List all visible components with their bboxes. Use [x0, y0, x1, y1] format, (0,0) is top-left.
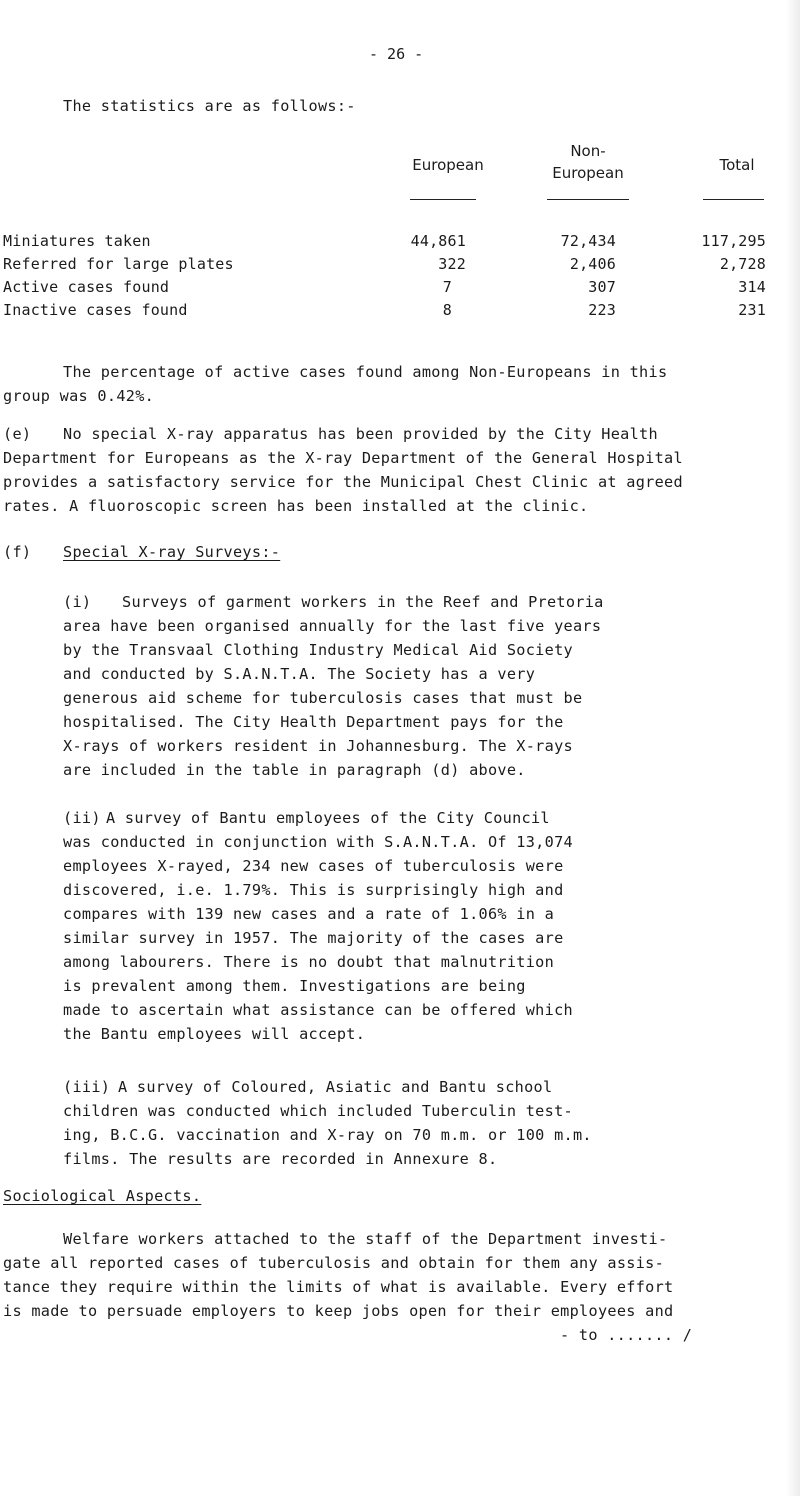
header-rule-total [703, 199, 764, 200]
item-i-marker: (i) [63, 593, 92, 611]
sociological-heading: Sociological Aspects. [3, 1187, 202, 1205]
text-line: are included in the table in paragraph (d) above. [63, 761, 526, 779]
cell-non-european: 307 [588, 278, 616, 296]
text-line: A survey of Coloured, Asiatic and Bantu school [118, 1078, 553, 1096]
text-line: tance they require within the limits of what is available. Every effort [3, 1278, 674, 1296]
cell-non-european: 72,434 [560, 232, 616, 250]
header-total: Total [719, 156, 755, 174]
text-line: provides a satisfactory service for the Municipal Chest Clinic at agreed [3, 473, 683, 491]
text-line: the Bantu employees will accept. [63, 1025, 366, 1043]
text-line: No special X-ray apparatus has been provided by the City Health [63, 425, 658, 443]
item-iii-text [0, 1075, 592, 1171]
section-e-marker: (e) [3, 425, 32, 443]
cell-european: 44,861 [410, 232, 466, 250]
percentage-note [0, 360, 667, 408]
table-intro: The statistics are as follows:- [63, 97, 356, 115]
row-label: Inactive cases found [3, 301, 188, 319]
text-line: ing, B.C.G. vaccination and X-ray on 70 m.m. or 100 m.m. [63, 1126, 592, 1144]
item-i-text [0, 590, 604, 782]
text-line: X-rays of workers resident in Johannesburg. The X-rays [63, 737, 573, 755]
text-line: employees X-rayed, 234 new cases of tuberculosis were [63, 857, 564, 875]
cell-total: 314 [738, 278, 766, 296]
section-f-heading: Special X-ray Surveys:- [63, 543, 281, 561]
text-line: group was 0.42%. [3, 387, 155, 405]
text-line: children was conducted which included Tuberculin test- [63, 1102, 573, 1120]
section-f-marker: (f) [3, 543, 32, 561]
cell-european: 322 [438, 255, 466, 273]
cell-total: 117,295 [701, 232, 766, 250]
header-non-european: Non- European [552, 142, 624, 182]
row-label: Miniatures taken [3, 232, 151, 250]
cell-total: 231 [738, 301, 766, 319]
text-line: gate all reported cases of tuberculosis and obtain for them any assis- [3, 1254, 665, 1272]
text-line: Department for Europeans as the X-ray Department of the General Hospital [3, 449, 683, 467]
text-line: area have been organised annually for the last five years [63, 617, 602, 635]
catchword: - to ....... / [560, 1326, 693, 1344]
header-rule-european [410, 199, 476, 200]
text-line: generous aid scheme for tuberculosis cases that must be [63, 689, 583, 707]
text-line: compares with 139 new cases and a rate of 1.06% in a [63, 905, 555, 923]
text-line: was conducted in conjunction with S.A.N.T.A. Of 13,074 [63, 833, 573, 851]
cell-european: 8 [442, 301, 452, 319]
text-line: is prevalent among them. Investigations are being [63, 977, 526, 995]
text-line: made to ascertain what assistance can be offered which [63, 1001, 573, 1019]
text-line: discovered, i.e. 1.79%. This is surprisingly high and [63, 881, 564, 899]
header-european: European [412, 156, 484, 174]
row-label: Active cases found [3, 278, 170, 296]
item-ii-marker: (ii) [63, 809, 101, 827]
item-ii-text [0, 806, 573, 1046]
row-label: Referred for large plates [3, 255, 234, 273]
item-iii-marker: (iii) [63, 1078, 111, 1096]
text-line: among labourers. There is no doubt that malnutrition [63, 953, 555, 971]
text-line: A survey of Bantu employees of the City Council [106, 809, 550, 827]
text-line: and conducted by S.A.N.T.A. The Society has a very [63, 665, 536, 683]
text-line: by the Transvaal Clothing Industry Medical Aid Society [63, 641, 573, 659]
section-e-text [0, 422, 683, 518]
sociological-text [0, 1227, 674, 1323]
cell-european: 7 [442, 278, 452, 296]
page-number: - 26 - [369, 45, 424, 63]
text-line: films. The results are recorded in Annexure 8. [63, 1150, 498, 1168]
text-line: Welfare workers attached to the staff of the Department investi- [63, 1230, 668, 1248]
cell-total: 2,728 [719, 255, 766, 273]
text-line: rates. A fluoroscopic screen has been installed at the clinic. [3, 497, 589, 515]
page-edge-shadow [786, 0, 800, 1496]
cell-non-european: 223 [588, 301, 616, 319]
text-line: is made to persuade employers to keep jobs open for their employees and [3, 1302, 674, 1320]
cell-non-european: 2,406 [569, 255, 616, 273]
text-line: similar survey in 1957. The majority of the cases are [63, 929, 564, 947]
text-line: Surveys of garment workers in the Reef and Pretoria [122, 593, 604, 611]
header-rule-non-european [547, 199, 629, 200]
text-line: The percentage of active cases found among Non-Europeans in this [63, 363, 668, 381]
text-line: hospitalised. The City Health Department pays for the [63, 713, 564, 731]
